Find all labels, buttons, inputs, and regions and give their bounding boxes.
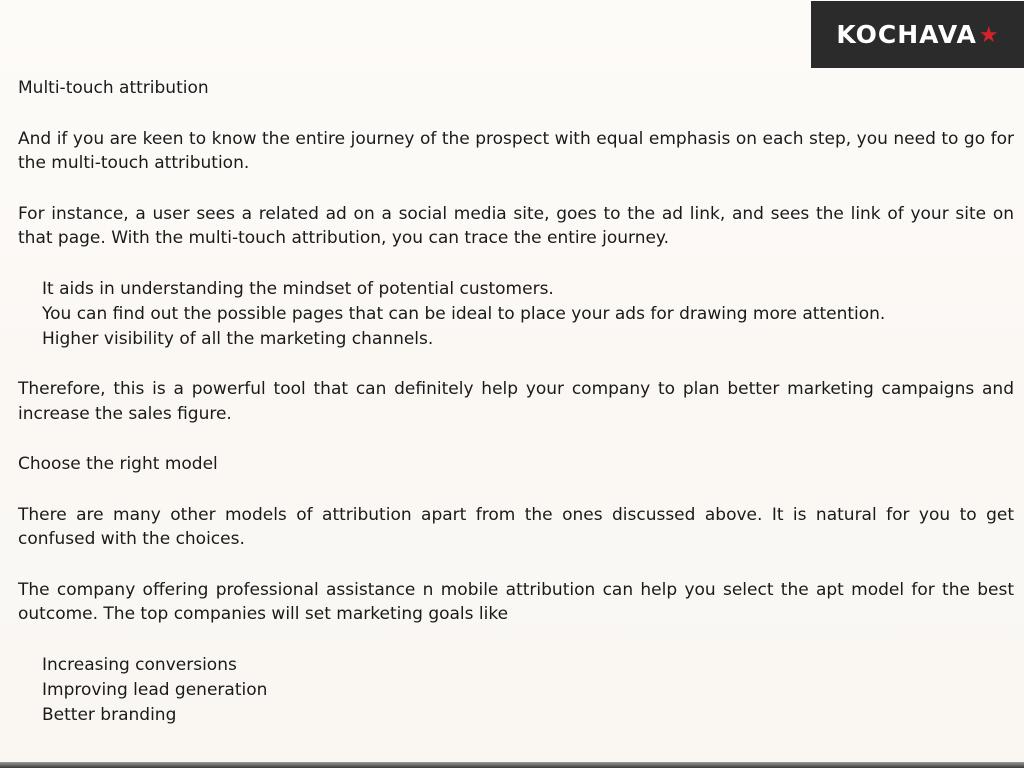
article-body bbox=[18, 76, 1014, 753]
goals-list bbox=[18, 653, 1014, 728]
list-item: Higher visibility of all the marketing channels. bbox=[42, 328, 434, 349]
logo-text: KOCHAVA bbox=[836, 20, 977, 49]
list-item: Better branding bbox=[42, 704, 177, 725]
paragraph: There are many other models of attribution apart from the ones discussed above. It is natural for you to get confused with the choices. bbox=[18, 504, 1014, 550]
list-item: You can find out the possible pages that can be ideal to place your ads for drawing more attention. bbox=[42, 303, 886, 324]
list-item: Increasing conversions bbox=[42, 654, 237, 675]
section-heading-multi-touch: Multi-touch attribution bbox=[18, 78, 209, 98]
paragraph: Therefore, this is a powerful tool that can definitely help your company to plan better marketing campaigns and increase the sales figure. bbox=[18, 379, 1014, 424]
list-item: Improving lead generation bbox=[42, 679, 268, 700]
kochava-logo bbox=[811, 1, 1024, 68]
paragraph: The company offering professional assistance n mobile attribution can help you select the apt model for the best outcome. The top companies will set marketing goals like bbox=[18, 579, 1014, 625]
paragraph: For instance, a user sees a related ad on a social media site, goes to the ad link, and sees the link of your site on that page. With the multi-touch attribution, you can trace the entire journey. bbox=[18, 203, 1014, 248]
bottom-divider-bar bbox=[0, 762, 1024, 768]
benefits-list bbox=[18, 277, 1014, 352]
list-item: It aids in understanding the mindset of potential customers. bbox=[42, 278, 554, 299]
star-icon: ★ bbox=[978, 23, 999, 48]
section-heading-choose-model: Choose the right model bbox=[18, 454, 218, 475]
paragraph: And if you are keen to know the entire journey of the prospect with equal emphasis on each step, you need to go for the multi-touch attribution. bbox=[18, 128, 1014, 173]
